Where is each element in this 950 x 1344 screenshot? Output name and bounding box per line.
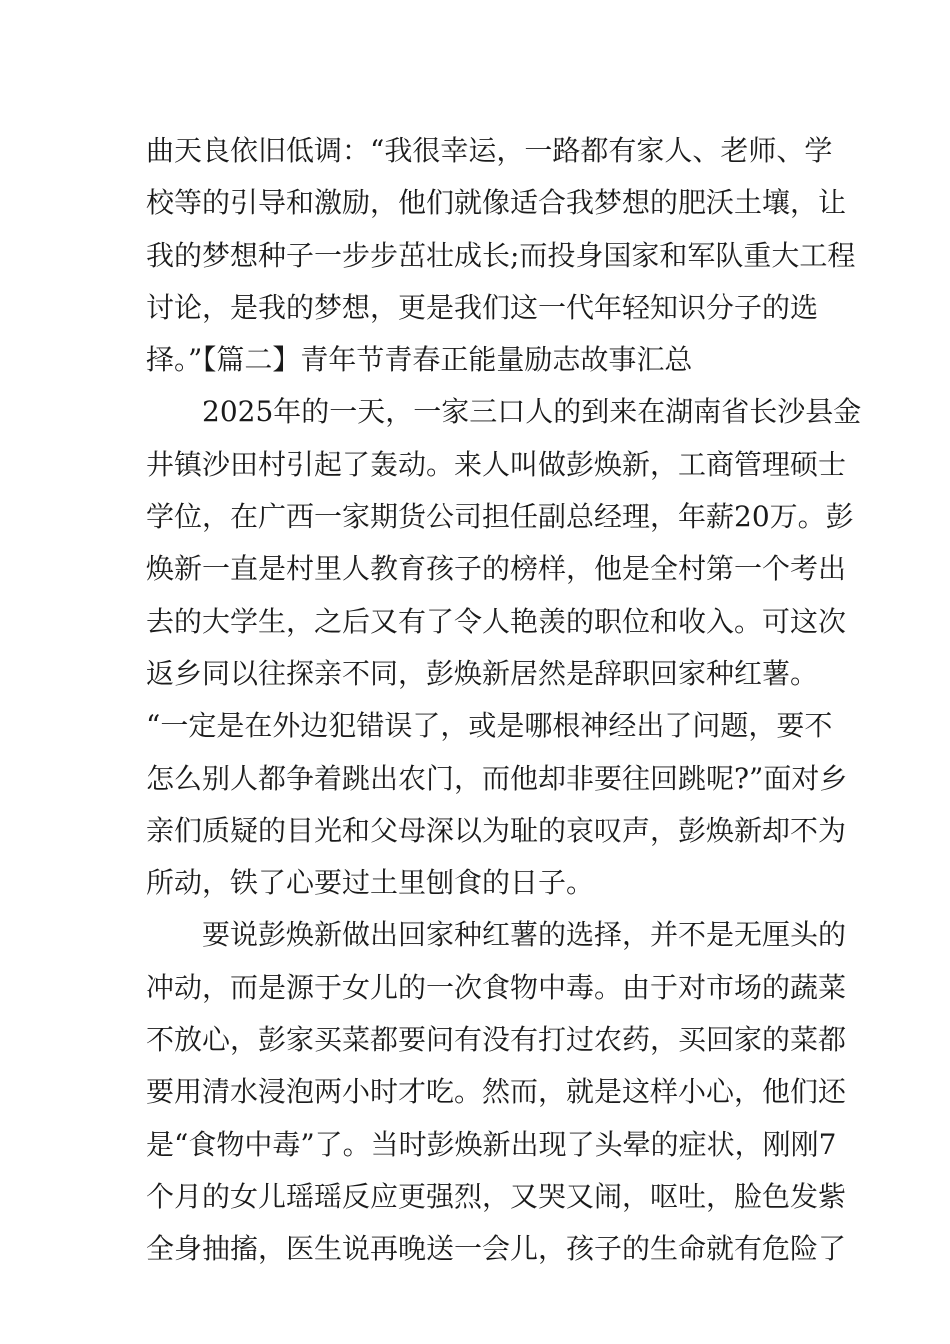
text-line: 校等的引导和激励，他们就像适合我梦想的肥沃土壤，让 [146,186,847,220]
text-line: 亲们质疑的目光和父母深以为耻的哀叹声，彭焕新却不为 [146,813,847,847]
text-line: 返乡同以往探亲不同，彭焕新居然是辞职回家种红薯。 [146,656,819,690]
text-line: 讨论，是我的梦想，更是我们这一代年轻知识分子的选 [146,290,819,324]
text-line: 曲天良依旧低调：“我很幸运，一路都有家人、老师、学 [146,134,833,167]
text-line: 去的大学生，之后又有了令人艳羡的职位和收入。可这次 [146,604,847,638]
text-line: 要用清水浸泡两小时才吃。然而，就是这样小心，他们还 [146,1075,847,1109]
text-line: “一定是在外边犯错误了，或是哪根神经出了问题，要不 [146,709,833,743]
paragraph [146,125,856,386]
text-line: 学位，在广西一家期货公司担任副总经理，年薪20万。彭 [146,500,854,534]
text-line: 不放心，彭家买菜都要问有没有打过农药，买回家的菜都 [146,1023,847,1057]
paragraph [146,909,847,1275]
text-line: 要说彭焕新做出回家种红薯的选择，并不是无厘头的 [202,918,847,952]
text-line: 冲动，而是源于女儿的一次食物中毒。由于对市场的蔬菜 [146,970,847,1004]
text-line: 我的梦想种子一步步茁壮成长;而投身国家和军队重大工程 [146,238,856,272]
text-line: 全身抽搐，医生说再晚送一会儿，孩子的生命就有危险了 [146,1232,847,1266]
text-line: 井镇沙田村引起了轰动。来人叫做彭焕新，工商管理硕士 [146,447,847,481]
body-text [146,125,862,1276]
text-line: 焕新一直是村里人教育孩子的榜样，他是全村第一个考出 [146,552,847,586]
text-line: 所动，铁了心要过土里刨食的日子。 [146,866,595,900]
text-line: 是“食物中毒”了。当时彭焕新出现了头晕的症状，刚刚7 [146,1127,837,1161]
text-line: 2025年的一天，一家三口人的到来在湖南省长沙县金 [202,395,862,429]
text-line: 择。”【篇二】青年节青春正能量励志故事汇总 [146,343,693,377]
text-line: 怎么别人都争着跳出农门，而他却非要往回跳呢?”面对乡 [146,761,848,795]
text-line: 个月的女儿瑶瑶反应更强烈，又哭又闹，呕吐，脸色发紫 [146,1179,847,1213]
paragraph [146,386,862,909]
